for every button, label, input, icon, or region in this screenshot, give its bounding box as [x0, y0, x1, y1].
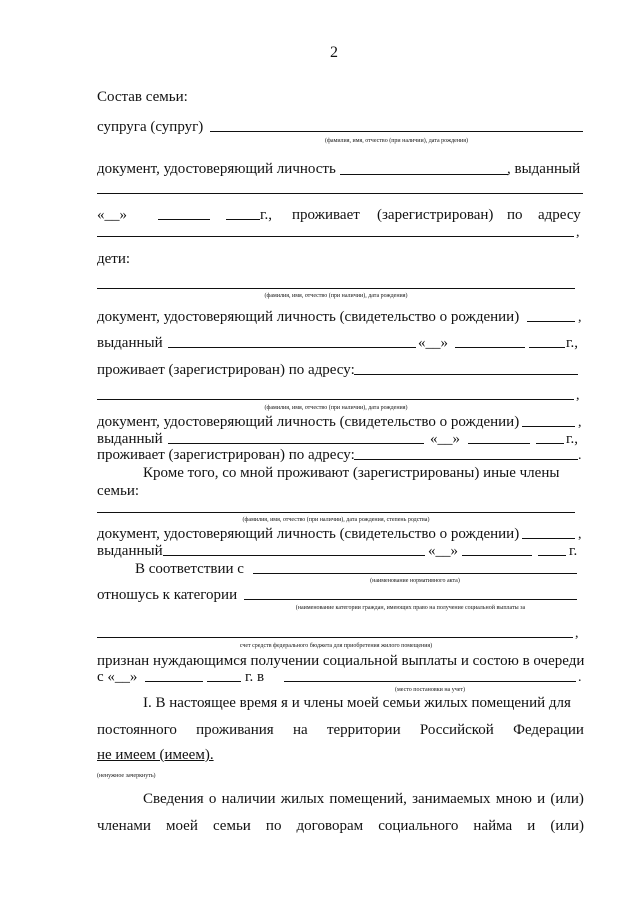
- child2-address-field[interactable]: [354, 459, 578, 460]
- page-number: 2: [330, 44, 338, 61]
- spouse-date-year-field[interactable]: [226, 219, 260, 220]
- others-date-month-field[interactable]: [462, 555, 532, 556]
- child1-doc-label: документ, удостоверяющий личность (свидетельство о рождении): [97, 309, 520, 325]
- info-word: занимаемых: [412, 791, 491, 807]
- child1-year-label: г.,: [566, 335, 578, 351]
- info-word: о: [208, 791, 217, 807]
- child2-year-label: г.,: [566, 431, 578, 447]
- spouse-year-label: г.,: [260, 207, 272, 223]
- category-label: отношусь к категории: [97, 587, 238, 603]
- spouse-lives-word-4: адресу: [538, 207, 581, 223]
- child2-issued-field[interactable]: [168, 443, 424, 444]
- section-i-word: на: [292, 722, 308, 738]
- child1-date-year-field[interactable]: [529, 347, 565, 348]
- others-line-1: Кроме того, со мной проживают (зарегистрированы) иные члены: [143, 465, 560, 481]
- spouse-lives-word-3: по: [507, 207, 523, 223]
- spouse-date-month-field[interactable]: [158, 219, 210, 220]
- others-line-2: семьи:: [97, 483, 140, 499]
- child2-issued-label: выданный: [97, 431, 163, 447]
- child2-hint: (фамилия, имя, отчество (при наличии), дата рождения): [264, 405, 408, 411]
- spouse-doc-field[interactable]: [340, 174, 508, 175]
- child2-date-open: «__»: [430, 431, 460, 447]
- section-i-word: Федерации: [513, 722, 584, 738]
- child1-address-field-2[interactable]: [97, 399, 574, 400]
- others-year-label: г.: [569, 543, 578, 559]
- spouse-lives-word-2: (зарегистрирован): [377, 207, 494, 223]
- info-word: договорам: [296, 818, 364, 834]
- info-word: помещений,: [329, 791, 407, 807]
- accordance-label: В соответствии с: [135, 561, 244, 577]
- child1-issued-field[interactable]: [168, 347, 416, 348]
- queue-year-label: г. в: [245, 669, 265, 685]
- category-field-2[interactable]: [97, 637, 573, 638]
- child1-date-open: «__»: [418, 335, 448, 351]
- section-i-word: Российской: [419, 722, 494, 738]
- accordance-field[interactable]: [253, 573, 577, 574]
- others-issued-field[interactable]: [163, 555, 425, 556]
- spouse-label: супруга (супруг): [97, 119, 204, 135]
- section-i-word: постоянного: [97, 722, 177, 738]
- spouse-name-field[interactable]: [210, 131, 583, 132]
- child1-date-month-field[interactable]: [455, 347, 525, 348]
- category-field[interactable]: [244, 599, 577, 600]
- category-hint: (наименование категории граждан, имеющих право на получение социальной выплаты за: [295, 605, 526, 611]
- info-word: наличии: [221, 791, 276, 807]
- others-hint: (фамилия, имя, отчество (при наличии), дата рождения, степень родства): [242, 517, 430, 523]
- recognized-line: признан нуждающимся получении социальной выплаты и состою в очереди: [97, 653, 585, 669]
- child2-date-year-field[interactable]: [536, 443, 564, 444]
- others-issued-label: выданный: [97, 543, 163, 559]
- info-word: Сведения: [143, 791, 204, 807]
- spouse-issued-label: , выданный: [507, 161, 581, 177]
- section-i-word: проживания: [196, 722, 274, 738]
- queue-hint: (место постановки на учет): [394, 687, 466, 693]
- section-i-line-2: [97, 721, 584, 739]
- others-doc-label: документ, удостоверяющий личность (свидетельство о рождении): [97, 526, 520, 542]
- queue-date-year-field[interactable]: [207, 681, 241, 682]
- info-word: жилых: [280, 791, 325, 807]
- spouse-address-field[interactable]: [97, 236, 574, 237]
- info-word: (или): [550, 818, 584, 834]
- queue-date-month-field[interactable]: [145, 681, 203, 682]
- housing-choice-hint: (ненужное зачеркнуть): [97, 773, 156, 779]
- child1-address-field[interactable]: [354, 374, 578, 375]
- spouse-hint: (фамилия, имя, отчество (при наличии), дата рождения): [324, 138, 469, 144]
- queue-place-field[interactable]: [284, 681, 576, 682]
- family-heading: Состав семьи:: [97, 89, 188, 105]
- spouse-lives-word-1: проживает: [292, 207, 360, 223]
- accordance-hint: (наименование нормативного акта): [370, 578, 460, 584]
- info-word: (или): [550, 791, 584, 807]
- spouse-doc-label: документ, удостоверяющий личность: [97, 161, 336, 177]
- section-i-word: территории: [326, 722, 401, 738]
- info-word: семьи: [212, 818, 251, 834]
- category-hint-2: счет средств федерального бюджета для приобретения жилого помещения): [239, 643, 433, 649]
- child1-name-field[interactable]: [97, 288, 575, 289]
- child2-doc-label: документ, удостоверяющий личность (свидетельство о рождении): [97, 414, 520, 430]
- child1-address-label: проживает (зарегистрирован) по адресу:: [97, 362, 355, 378]
- others-name-field[interactable]: [97, 512, 575, 513]
- others-doc-field[interactable]: [522, 538, 575, 539]
- info-word: и: [537, 791, 546, 807]
- child1-doc-field[interactable]: [527, 321, 575, 322]
- info-word: и: [527, 818, 536, 834]
- spouse-issued-field[interactable]: [97, 193, 583, 194]
- info-word: членами: [97, 818, 151, 834]
- housing-choice[interactable]: не имеем (имеем).: [97, 747, 214, 763]
- info-word: моей: [166, 818, 198, 834]
- info-line-2: [97, 817, 584, 835]
- child1-hint: (фамилия, имя, отчество (при наличии), дата рождения): [264, 293, 408, 299]
- child2-address-label: проживает (зарегистрирован) по адресу:: [97, 447, 355, 463]
- info-word: найма: [473, 818, 513, 834]
- info-word: социального: [378, 818, 459, 834]
- children-label: дети:: [97, 251, 131, 267]
- spouse-date-open: «__»: [97, 207, 127, 223]
- child2-doc-field[interactable]: [522, 426, 575, 427]
- info-line-1: [143, 790, 584, 808]
- info-word: мною: [495, 791, 532, 807]
- child2-date-month-field[interactable]: [468, 443, 530, 444]
- queue-from-label: с «__»: [97, 669, 138, 685]
- child1-issued-label: выданный: [97, 335, 163, 351]
- section-i-line-1: I. В настоящее время я и члены моей семьи жилых помещений для: [143, 695, 571, 711]
- others-date-year-field[interactable]: [538, 555, 566, 556]
- document-page: 2 Состав семьи: супруга (супруг) (фамилия, имя, отчество (при наличии), дата рождения) документ, удостоверяющий личность , выданный «__» г., проживает (зарегистрирован) по адресу , дети: (фамилия, имя, отчество (при наличии), дата рождения) документ, удостоверяющий личность (свидетельство о рождении) , выданный «__» г., проживает (зарегистрирован) по адресу: , (фамилия, имя, отчество (при наличии), дата рождения) документ, удостоверяющий личность (свидетельство о рождении) , выданный «__» г., проживает (зарегистрирован) по адресу: . Кроме того, со мной проживают (зарегистрированы) иные члены семьи: (фамилия, имя, отчество (при наличии), дата рождения, степень родства) документ, удостоверяющий личность (свидетельство о рождении) , выданный «__» г. В соответствии с (наименование нормативного акта) отношусь к категории (наименование категории граждан, имеющих право на получение социальной выплаты за , счет средств федерального бюджета для приобретения жилого помещения) признан нуждающимся получении социальной выплаты и состою в очереди с «__» г. в . (место постановки на учет) I. В настоящее время я и члены моей семьи жилых помещений для постоянного проживания на территории Российской Федерации не имеем (имеем). (ненужное зачеркнуть) Сведения о наличии жилых помещений, занимаемых мною и (или) членами моей семьи по договорам социального найма и (или): [0, 0, 640, 905]
- info-word: по: [265, 818, 282, 834]
- others-date-open: «__»: [428, 543, 458, 559]
